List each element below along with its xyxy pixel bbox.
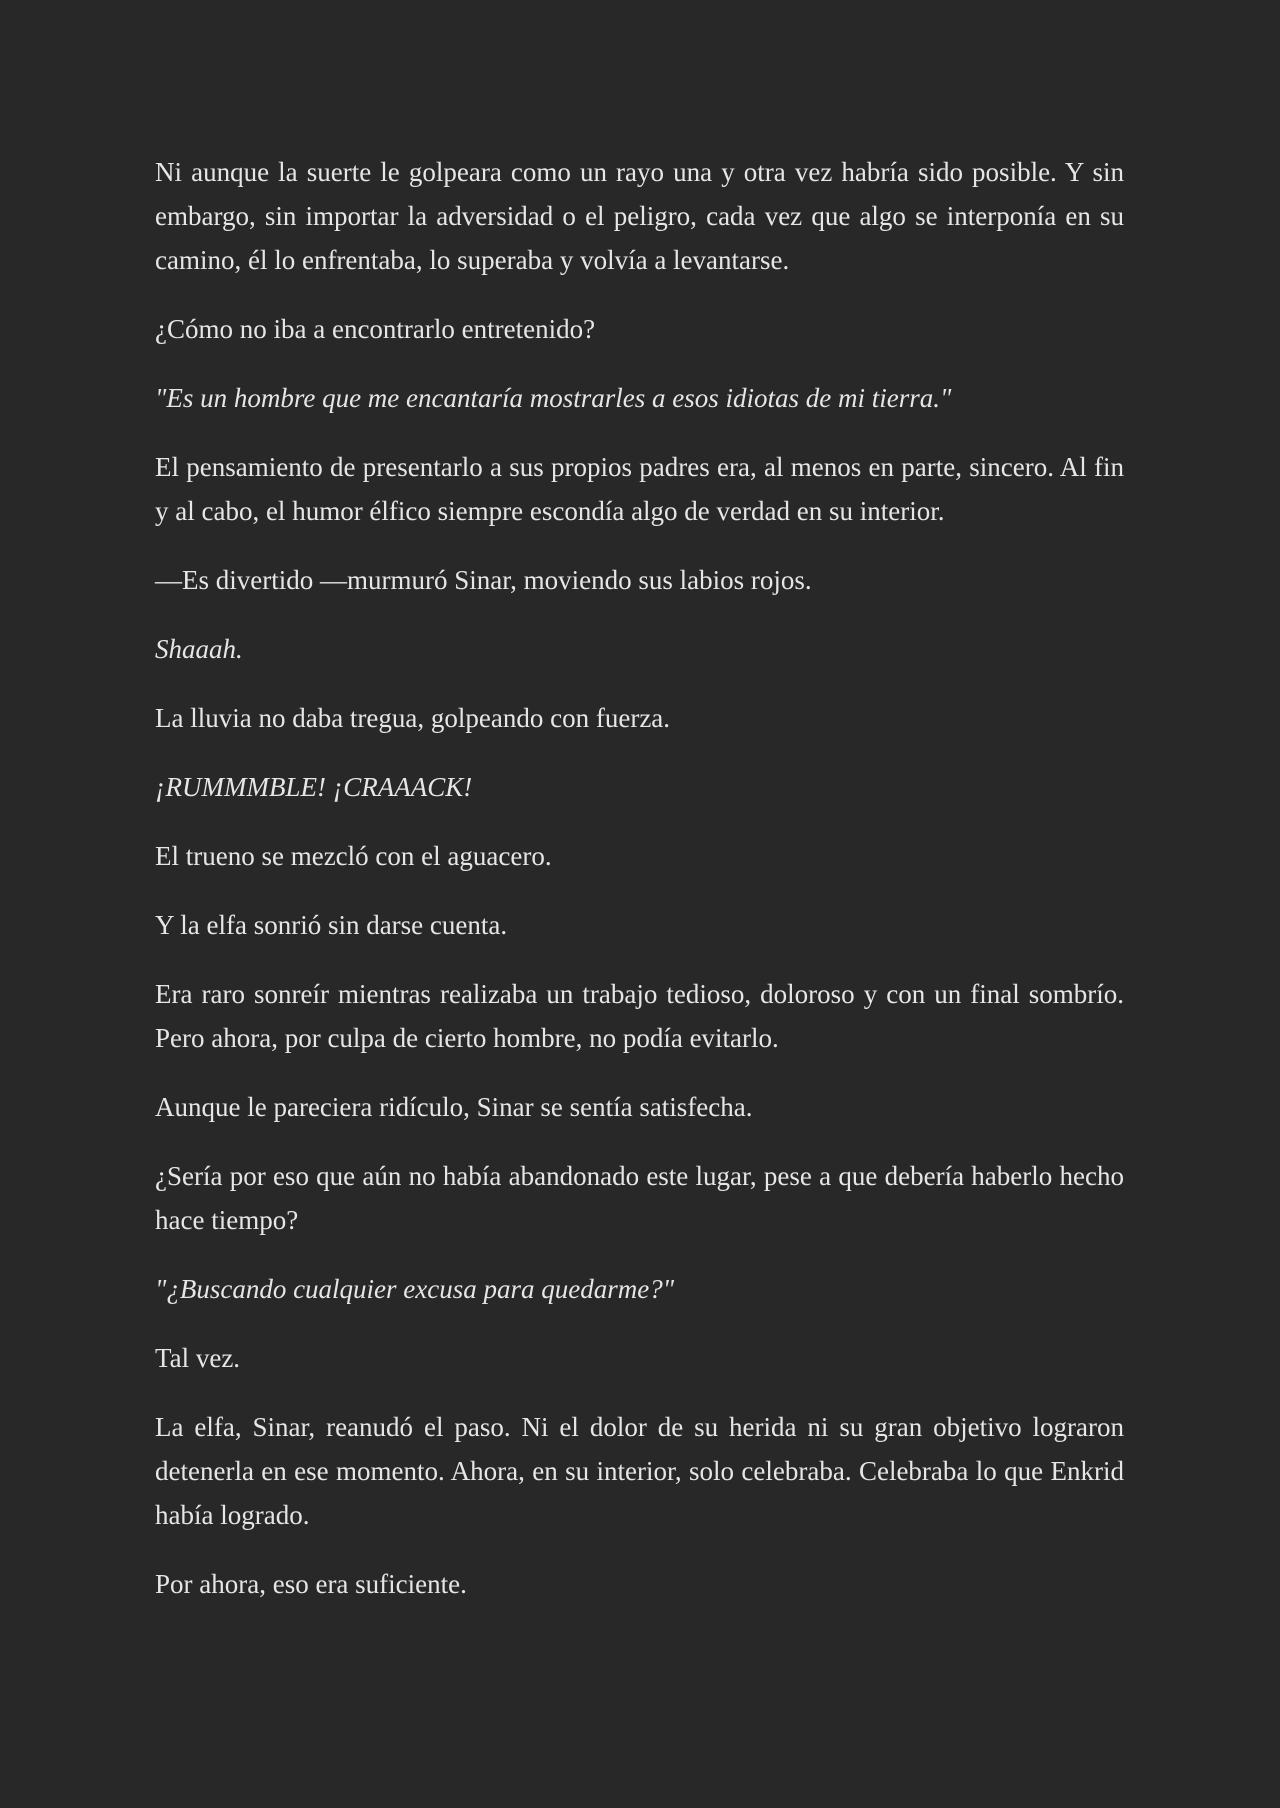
paragraph: Aunque le pareciera ridículo, Sinar se sentía satisfecha.: [155, 1092, 753, 1122]
paragraph: Era raro sonreír mientras realizaba un trabajo tedioso, doloroso y con un final sombrío. Pero ahora, por culpa de cierto hombre, no podía evitarlo.: [155, 979, 1124, 1053]
chapter-text: [155, 150, 1124, 1631]
paragraph: Y la elfa sonrió sin darse cuenta.: [155, 910, 508, 940]
paragraph: ¿Sería por eso que aún no había abandonado este lugar, pese a que debería haberlo hecho hace tiempo?: [155, 1161, 1124, 1235]
paragraph-dialogue: —Es divertido —murmuró Sinar, moviendo sus labios rojos.: [155, 565, 812, 595]
paragraph: El pensamiento de presentarlo a sus propios padres era, al menos en parte, sincero. Al fin y al cabo, el humor élfico siempre escondía algo de verdad en su interior.: [155, 452, 1124, 526]
paragraph: ¿Cómo no iba a encontrarlo entretenido?: [155, 314, 596, 344]
paragraph: La elfa, Sinar, reanudó el paso. Ni el dolor de su herida ni su gran objetivo lograron detenerla en ese momento. Ahora, en su interior, solo celebraba. Celebraba lo que Enkrid había logrado.: [155, 1412, 1124, 1530]
paragraph-thought: "¿Buscando cualquier excusa para quedarme?": [155, 1274, 675, 1304]
paragraph-sound-effect: ¡RUMMMBLE! ¡CRAAACK!: [155, 772, 473, 802]
paragraph: Por ahora, eso era suficiente.: [155, 1569, 467, 1599]
paragraph-thought: "Es un hombre que me encantaría mostrarles a esos idiotas de mi tierra.": [155, 383, 952, 413]
paragraph: Tal vez.: [155, 1343, 241, 1373]
paragraph: El trueno se mezcló con el aguacero.: [155, 841, 552, 871]
paragraph-sound-effect: Shaaah.: [155, 634, 243, 664]
paragraph: Ni aunque la suerte le golpeara como un rayo una y otra vez habría sido posible. Y sin embargo, sin importar la adversidad o el peligro, cada vez que algo se interponía en su camino, él lo enfrentaba, lo superaba y volvía a levantarse.: [155, 157, 1124, 275]
paragraph: La lluvia no daba tregua, golpeando con fuerza.: [155, 703, 671, 733]
